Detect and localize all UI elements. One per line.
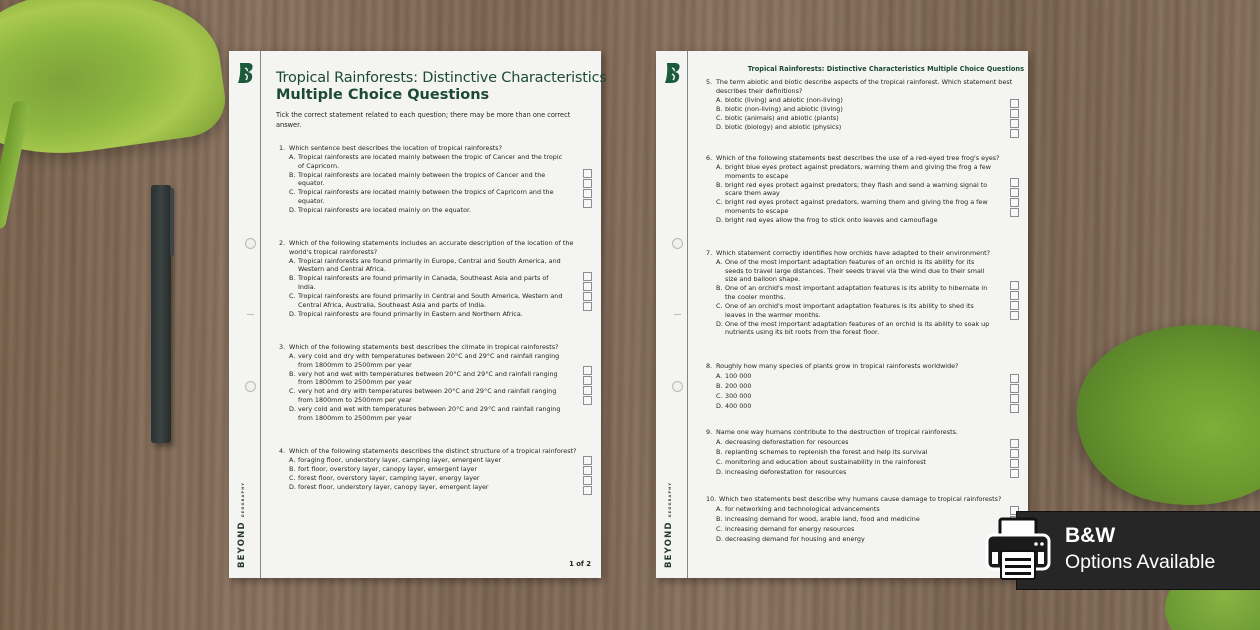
answer-checkbox-c[interactable] xyxy=(1010,198,1019,207)
option-a xyxy=(716,505,992,514)
punch-hole xyxy=(672,381,683,392)
option-a xyxy=(716,372,992,381)
instructions: Tick the correct statement related to each question; there may be more than one correct answer. xyxy=(276,111,571,129)
question-number: 2. xyxy=(279,239,286,247)
option-letter: A. xyxy=(716,95,723,104)
option-text: One of an orchid's most important adaptation features is its ability to shed its leaves in the warmer months. xyxy=(725,302,974,319)
option-text: Tropical rainforests are located mainly on the equator. xyxy=(298,206,472,215)
option-text: very hot and dry with temperatures between 20°C and 29°C and rainfall ranging from 1800mm to 2500mm per year xyxy=(298,387,557,405)
worksheet-page-1 xyxy=(229,51,607,578)
answer-checkbox-a[interactable] xyxy=(1010,374,1019,383)
question-text: The term abiotic and biotic describe aspects of the tropical rainforest. Which statement best describes their definitions? xyxy=(716,78,1013,95)
answer-checkbox-a[interactable] xyxy=(1010,439,1019,448)
worksheet-subtitle: Multiple Choice Questions xyxy=(276,87,490,103)
option-text: Tropical rainforests are found primarily in Europe, Central and South America, and Western and Central Africa. xyxy=(298,256,561,274)
option-letter: C. xyxy=(716,198,723,207)
answer-checkbox-c[interactable] xyxy=(1010,394,1019,403)
question-7 xyxy=(706,249,1016,337)
option-b xyxy=(716,284,992,301)
option-letter: D. xyxy=(716,122,723,131)
option-c xyxy=(716,392,992,401)
option-text: biotic (non-living) and abiotic (living) xyxy=(725,104,843,113)
option-letter: A. xyxy=(716,372,723,381)
option-text: 200 000 xyxy=(725,382,752,391)
option-letter: B. xyxy=(289,274,296,283)
answer-checkbox-b[interactable] xyxy=(583,376,592,385)
fold-mark xyxy=(247,314,254,315)
option-letter: B. xyxy=(716,515,723,524)
option-letter: C. xyxy=(289,292,296,301)
question-text: Which sentence best describes the location of tropical rainforests? xyxy=(289,144,503,152)
question-text: Which of the following statements best describes the climate in tropical rainforests? xyxy=(289,343,559,351)
answer-checkbox-c[interactable] xyxy=(583,476,592,485)
option-letter: D. xyxy=(289,206,296,215)
option-text: Tropical rainforests are found primarily in Eastern and Northern Africa. xyxy=(298,309,523,318)
option-d xyxy=(289,206,565,215)
answer-checkbox-d[interactable] xyxy=(1010,469,1019,478)
answer-checkbox-b[interactable] xyxy=(1010,188,1019,197)
option-c xyxy=(716,198,992,215)
option-c xyxy=(716,302,992,319)
answer-checkbox-a[interactable] xyxy=(1010,99,1019,108)
question-number: 1. xyxy=(279,144,286,152)
question-number: 5. xyxy=(706,78,713,86)
option-text: One of the most important adaptation features of an orchid is its ability to soak up nutrients using its bit roots from the forest floor. xyxy=(725,319,990,337)
option-text: Tropical rainforests are found primarily in Canada, Southeast Asia and parts of India. xyxy=(298,274,549,291)
option-text: Tropical rainforests are located mainly between the tropics of Cancer and the equator. xyxy=(298,170,546,188)
badge-title: B&W xyxy=(1065,524,1116,547)
option-text: bright red eyes allow the frog to stick onto leaves and camouflage xyxy=(725,216,938,225)
option-text: 400 000 xyxy=(725,402,752,411)
question-5 xyxy=(706,78,1016,132)
option-letter: D. xyxy=(289,309,296,318)
hosta-leaf-decoration xyxy=(0,0,230,167)
answer-checkbox-a[interactable] xyxy=(1010,281,1019,290)
option-letter: D. xyxy=(716,216,723,225)
option-letter: A. xyxy=(716,258,723,267)
option-b xyxy=(716,515,992,524)
question-text: Which statement correctly identifies how orchids have adapted to their environment? xyxy=(716,249,991,257)
margin-line xyxy=(687,51,688,578)
beyond-logo-icon xyxy=(237,61,255,85)
option-d xyxy=(289,310,565,319)
option-c xyxy=(289,292,565,309)
option-text: 300 000 xyxy=(725,392,752,401)
brand-vertical xyxy=(229,482,248,568)
option-text: One of the most important adaptation features of an orchid is its ability for its seeds to travel large distances. Their seeds travel via the wind due to their small size and balloon shape. xyxy=(725,258,985,284)
answer-checkbox-b[interactable] xyxy=(1010,109,1019,118)
option-d xyxy=(716,320,992,337)
answer-checkbox-b[interactable] xyxy=(583,282,592,291)
badge-subtitle: Options Available xyxy=(1065,551,1216,573)
answer-checkbox-c[interactable] xyxy=(1010,459,1019,468)
option-text: increasing demand for energy resources xyxy=(725,525,855,534)
option-text: monitoring and education about sustainability in the rainforest xyxy=(725,458,926,467)
question-number: 10. xyxy=(706,495,717,503)
option-text: increasing deforestation for resources xyxy=(725,468,847,477)
question-3 xyxy=(279,343,589,422)
option-d xyxy=(716,402,992,411)
beyond-logo-icon xyxy=(664,61,682,85)
worksheet-title: Tropical Rainforests: Distinctive Characteristics xyxy=(276,70,607,86)
answer-checkbox-a[interactable] xyxy=(1010,178,1019,187)
answer-checkbox-c[interactable] xyxy=(1010,119,1019,128)
answer-checkbox-b[interactable] xyxy=(1010,384,1019,393)
option-text: very cold and wet with temperatures between 20°C and 29°C and rainfall ranging from 1800mm to 2500mm per year xyxy=(298,405,561,422)
option-text: fort floor, overstory layer, canopy layer, emergent layer xyxy=(298,465,477,474)
option-c xyxy=(289,474,565,483)
pen-decoration xyxy=(151,185,171,443)
answer-checkbox-d[interactable] xyxy=(1010,404,1019,413)
option-letter: A. xyxy=(289,256,296,265)
option-text: for networking and technological advancements xyxy=(725,505,880,514)
option-letter: D. xyxy=(716,468,723,477)
option-text: foraging floor, understory layer, camping layer, emergent layer xyxy=(298,456,502,465)
brand-subject: GEOGRAPHY xyxy=(241,481,245,518)
option-a xyxy=(289,456,565,465)
option-text: bright blue eyes protect against predators, warning them and giving the frog a few moments to escape xyxy=(725,163,991,180)
option-text: decreasing deforestation for resources xyxy=(725,438,849,447)
question-number: 9. xyxy=(706,428,713,436)
option-text: very cold and dry with temperatures between 20°C and 29°C and rainfall ranging from 1800mm to 2500mm per year xyxy=(298,352,560,369)
option-letter: B. xyxy=(289,465,296,474)
option-text: very hot and wet with temperatures between 20°C and 29°C and rainfall ranging from 1800mm to 2500mm per year xyxy=(298,369,558,387)
option-a xyxy=(716,96,992,105)
option-c xyxy=(716,525,992,534)
answer-checkbox-d[interactable] xyxy=(583,302,592,311)
option-text: decreasing demand for housing and energy xyxy=(725,535,865,544)
option-letter: A. xyxy=(289,153,296,162)
question-number: 6. xyxy=(706,154,713,162)
option-text: Tropical rainforests are located mainly between the tropics of Capricorn and the equator. xyxy=(298,188,554,206)
option-letter: D. xyxy=(716,319,723,328)
option-text: forest floor, understory layer, canopy layer, emergent layer xyxy=(298,483,489,492)
option-c xyxy=(289,188,565,205)
option-a xyxy=(289,352,565,369)
question-text: Which of the following statements describes the distinct structure of a tropical rainforest? xyxy=(289,447,577,455)
brand-subject: GEOGRAPHY xyxy=(668,481,672,518)
option-b xyxy=(289,171,565,188)
option-d xyxy=(716,123,992,132)
brand-vertical xyxy=(656,482,675,568)
question-number: 7. xyxy=(706,249,713,257)
answer-checkbox-a[interactable] xyxy=(583,169,592,178)
answer-checkbox-a[interactable] xyxy=(583,456,592,465)
option-letter: A. xyxy=(716,438,723,447)
option-letter: A. xyxy=(289,456,296,465)
option-letter: C. xyxy=(716,302,723,311)
answer-checkbox-c[interactable] xyxy=(583,292,592,301)
option-a xyxy=(289,257,565,274)
option-b xyxy=(716,448,992,457)
running-header: Tropical Rainforests: Distinctive Characteristics Multiple Choice Questions xyxy=(747,65,1024,73)
answer-checkbox-d[interactable] xyxy=(583,486,592,495)
answer-checkbox-b[interactable] xyxy=(583,179,592,188)
question-1 xyxy=(279,144,589,215)
question-text: Which of the following statements includes an accurate description of the location of the world's tropical rainforests? xyxy=(289,239,574,256)
answer-checkbox-a[interactable] xyxy=(583,272,592,281)
option-letter: D. xyxy=(289,483,296,492)
answer-checkbox-c[interactable] xyxy=(583,189,592,198)
option-b xyxy=(716,105,992,114)
answer-checkbox-d[interactable] xyxy=(1010,129,1019,138)
option-letter: C. xyxy=(716,392,723,401)
question-8 xyxy=(706,362,1016,411)
option-c xyxy=(716,114,992,123)
punch-hole xyxy=(672,238,683,249)
option-letter: B. xyxy=(289,369,296,378)
option-letter: B. xyxy=(716,448,723,457)
option-d xyxy=(716,216,992,225)
question-number: 4. xyxy=(279,447,286,455)
brand-name: BEYOND xyxy=(237,521,247,568)
fold-mark xyxy=(674,314,681,315)
option-letter: D. xyxy=(716,535,723,544)
option-letter: C. xyxy=(716,525,723,534)
question-text: Name one way humans contribute to the destruction of tropical rainforests. xyxy=(716,428,958,436)
question-text: Which of the following statements best describes the use of a red-eyed tree frog's eyes? xyxy=(716,154,1000,162)
option-text: biotic (living) and abiotic (non-living) xyxy=(725,95,843,104)
option-d xyxy=(716,468,992,477)
option-text: 100 000 xyxy=(725,372,752,381)
option-text: bright red eyes protect against predators, warning them and giving the frog a few moments to escape xyxy=(725,198,988,216)
answer-checkbox-d[interactable] xyxy=(1010,208,1019,217)
option-c xyxy=(289,387,565,404)
option-a xyxy=(716,438,992,447)
option-a xyxy=(716,258,992,284)
question-9 xyxy=(706,428,1016,477)
answer-checkbox-c[interactable] xyxy=(583,386,592,395)
option-text: increasing demand for wood, arable land, food and medicine xyxy=(725,515,920,524)
punch-hole xyxy=(245,381,256,392)
option-text: biotic (animals) and abiotic (plants) xyxy=(725,113,839,122)
option-text: Tropical rainforests are found primarily in Central and South America, Western and Central Africa, Australia, Southeast Asia and parts of India. xyxy=(298,292,563,309)
brand-name: BEYOND xyxy=(664,521,674,568)
answer-checkbox-b[interactable] xyxy=(1010,449,1019,458)
answer-checkbox-d[interactable] xyxy=(583,199,592,208)
punch-hole xyxy=(245,238,256,249)
option-text: bright red eyes protect against predators; they flash and send a warning signal to scare them away xyxy=(725,180,988,198)
answer-checkbox-d[interactable] xyxy=(583,396,592,405)
option-text: replanting schemes to replenish the forest and help its survival xyxy=(725,448,928,457)
option-letter: B. xyxy=(716,180,723,189)
option-letter: B. xyxy=(716,284,723,293)
question-number: 3. xyxy=(279,343,286,351)
page-number: 1 of 2 xyxy=(569,560,591,568)
option-letter: A. xyxy=(289,352,296,361)
option-letter: B. xyxy=(289,170,296,179)
option-letter: C. xyxy=(289,387,296,396)
option-letter: B. xyxy=(716,104,723,113)
option-letter: C. xyxy=(289,474,296,483)
question-6 xyxy=(706,154,1016,225)
option-b xyxy=(289,370,565,387)
option-b xyxy=(716,382,992,391)
margin-line xyxy=(260,51,261,578)
option-letter: B. xyxy=(716,382,723,391)
option-b xyxy=(289,274,565,291)
question-text: Roughly how many species of plants grow in tropical rainforests worldwide? xyxy=(716,362,959,370)
answer-checkbox-c[interactable] xyxy=(1010,301,1019,310)
question-4 xyxy=(279,447,589,492)
option-letter: C. xyxy=(289,188,296,197)
printer-icon xyxy=(984,517,1052,583)
option-b xyxy=(716,181,992,198)
option-b xyxy=(289,465,565,474)
option-letter: A. xyxy=(716,505,723,514)
option-text: forest floor, overstory layer, camping layer, energy layer xyxy=(298,474,480,483)
pen-clip-decoration xyxy=(170,188,174,256)
option-a xyxy=(289,153,565,170)
option-letter: A. xyxy=(716,163,723,172)
option-c xyxy=(716,458,992,467)
option-letter: C. xyxy=(716,458,723,467)
option-d xyxy=(289,483,565,492)
option-d xyxy=(289,405,565,422)
answer-checkbox-d[interactable] xyxy=(1010,311,1019,320)
answer-checkbox-b[interactable] xyxy=(583,466,592,475)
question-2 xyxy=(279,239,589,318)
option-letter: C. xyxy=(716,113,723,122)
option-letter: D. xyxy=(716,402,723,411)
option-text: One of an orchid's most important adaptation features is its ability to hibernate in the cooler months. xyxy=(725,284,988,301)
answer-checkbox-a[interactable] xyxy=(583,366,592,375)
answer-checkbox-b[interactable] xyxy=(1010,291,1019,300)
hosta-leaf-right-decoration xyxy=(1058,293,1260,533)
worksheet-page-2 xyxy=(656,51,1028,578)
option-a xyxy=(716,163,992,180)
option-text: Tropical rainforests are located mainly between the tropic of Cancer and the tropic of Capricorn. xyxy=(298,153,563,170)
question-10 xyxy=(706,495,1016,544)
option-d xyxy=(716,535,992,544)
question-number: 8. xyxy=(706,362,713,370)
option-letter: D. xyxy=(289,405,296,414)
question-text: Which two statements best describe why humans cause damage to tropical rainforests? xyxy=(719,495,1002,503)
option-text: biotic (biology) and abiotic (physics) xyxy=(725,122,842,131)
